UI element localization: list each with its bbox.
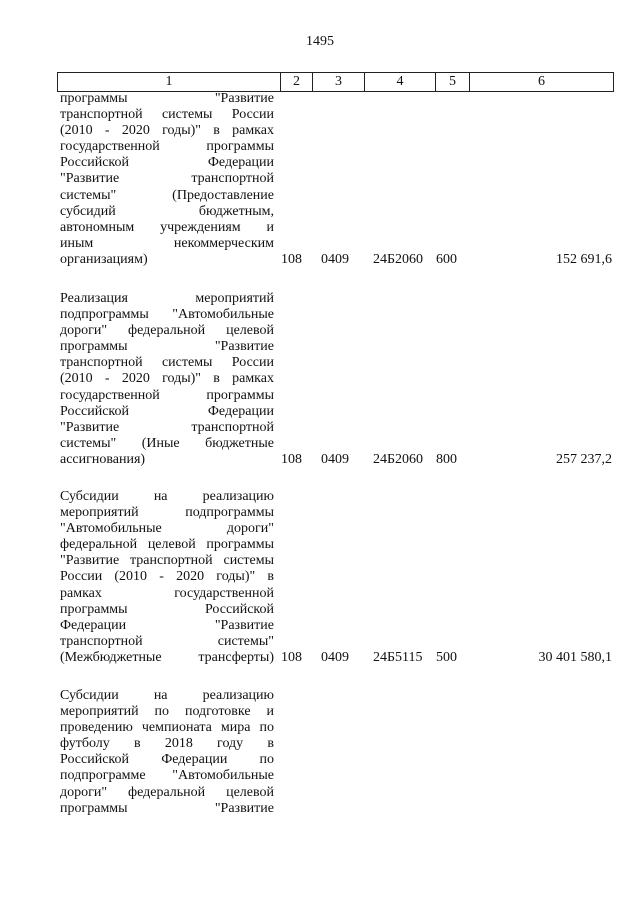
row-value-3: 0409	[321, 251, 349, 267]
row-value-6: 152 691,6	[556, 251, 612, 267]
row-value-3: 0409	[321, 649, 349, 665]
row-value-3: 0409	[321, 451, 349, 467]
column-header-3: 3	[313, 73, 365, 91]
table-row	[60, 291, 612, 468]
table-row	[60, 688, 612, 817]
column-header-6: 6	[538, 74, 545, 89]
row-description: Субсидии на реализацию мероприятий подпрограммы "Автомобильные дороги" федеральной целевой программы "Развитие транспортной системы России (2010 - 2020 годы)" в рамках государственной программы Российской Федерации "Развитие транспортной системы" (Межбюджетные трансферты)	[60, 489, 274, 665]
row-value-2: 108	[281, 451, 302, 467]
row-value-4: 24Б2060	[373, 451, 424, 467]
table-row	[60, 489, 612, 666]
page-number: 1495	[306, 34, 334, 49]
column-header-4: 4	[365, 73, 436, 91]
row-value-5: 500	[436, 649, 457, 665]
row-value-5: 600	[436, 251, 457, 267]
row-value-5: 800	[436, 451, 457, 467]
row-value-2: 108	[281, 649, 302, 665]
column-header-2: 2	[281, 73, 313, 91]
column-header-1: 1	[58, 73, 281, 91]
row-description: программы "Развитие транспортной системы России (2010 - 2020 годы)" в рамках государственной программы Российской Федерации "Развитие транспортной системы" (Предоставление субсидий бюджетным, автономным учреждениям и иным некоммерческим организациям)	[60, 91, 274, 267]
row-description: Субсидии на реализацию мероприятий по подготовке и проведению чемпионата мира по футболу в 2018 году в Российской Федерации по подпрограмме "Автомобильные дороги" федеральной целевой программы "Развитие	[60, 688, 274, 816]
row-value-6: 257 237,2	[556, 451, 612, 467]
table-header	[57, 72, 614, 92]
row-description: Реализация мероприятий подпрограммы "Автомобильные дороги" федеральной целевой программы "Развитие транспортной системы России (2010 - 2020 годы)" в рамках государственной программы Российской Федерации "Развитие транспортной системы" (Иные бюджетные ассигнования)	[60, 291, 274, 467]
row-value-4: 24Б5115	[373, 649, 423, 665]
table-row	[60, 91, 612, 268]
column-header-5: 5	[436, 73, 470, 91]
row-value-4: 24Б2060	[373, 251, 424, 267]
row-value-6: 30 401 580,1	[538, 649, 612, 665]
row-value-2: 108	[281, 251, 302, 267]
